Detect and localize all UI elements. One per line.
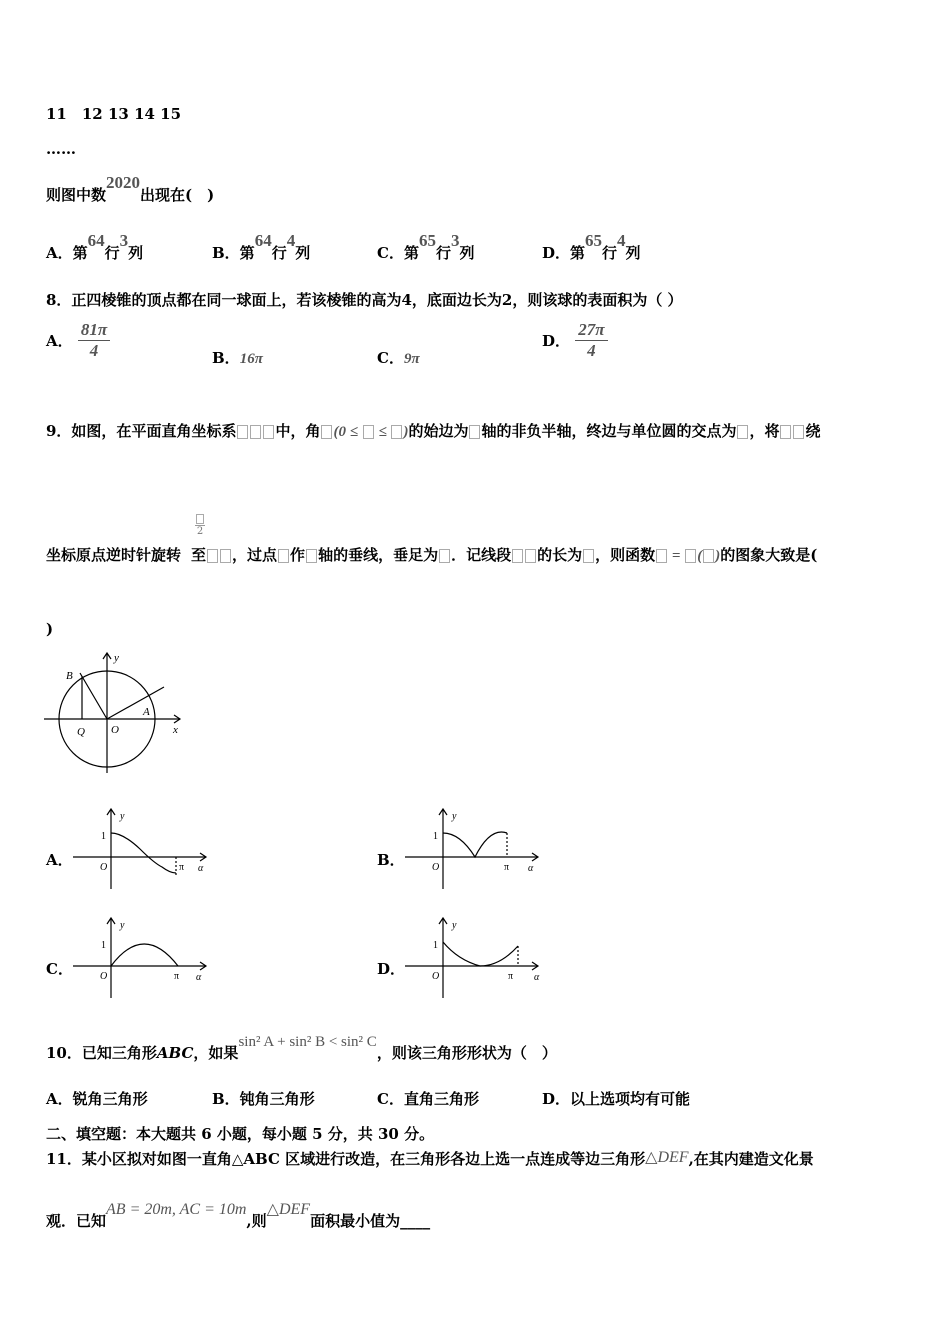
q7-stem-text: 则图中数 [46,186,107,204]
option-label: D． [542,332,571,350]
number-row-15: 11 12 13 14 15 [46,105,182,123]
q11-text: 11．某小区拟对如图一直角△ABC 区域进行改造，在三角形各边上选一点连成等边三角形 [46,1150,646,1168]
q11-line-1 [46,1148,814,1169]
label-pi: π [174,971,180,982]
q8-stem: 8．正四棱锥的顶点都在同一球面上，若该棱锥的高为4，底面边长为2，则该球的表面积为（ ） [46,291,683,309]
q9-text: 中，角 [275,422,321,440]
ellipsis: …… [46,140,76,158]
label-b: B [66,670,73,682]
fraction [575,320,607,361]
q10-stem [46,1034,557,1063]
label-o: O [432,971,440,982]
label-q: Q [77,726,85,738]
q8-option-d[interactable] [542,320,608,361]
option-label: A． [46,332,73,350]
q9-angle-range: (0 ≤ [333,424,362,440]
q7-number: 2020 [106,173,141,192]
option-end: 列 [459,244,475,262]
triangle-name: ABC [156,1044,194,1062]
q9-text: 9．如图，在平面直角坐标系 [46,422,237,440]
option-mid: 行 [104,244,120,262]
q9-text: 轴的非负半轴，终边与单位圆的交点为 [481,422,737,440]
option-label: B． [212,349,240,367]
q9-text: 轴的垂线，垂足为 [318,546,439,564]
q10-text: ，如果 [193,1044,239,1062]
q10-option-b[interactable]: B．钝角三角形 [212,1090,315,1108]
option-value: 9π [403,351,420,367]
label-alpha: α [198,863,204,874]
label-o: O [111,724,119,736]
option-col: 3 [450,231,460,250]
label-one: 1 [433,940,438,951]
fraction-numerator: 27π [575,320,607,341]
curve [111,833,176,873]
fraction-denominator: 2 [196,526,204,537]
q7-option-d[interactable] [542,231,641,263]
label-one: 1 [101,940,106,951]
option-row: 65 [418,231,436,250]
label-o: O [100,971,108,982]
q8-option-c[interactable] [377,347,420,368]
label-pi: π [508,971,514,982]
label-alpha: α [534,972,540,983]
q9-text: ，则函数 [595,546,656,564]
fraction-denominator: 4 [587,341,596,360]
q9-text: 绕 [805,422,821,440]
q10-formula: sin² A + sin² B < sin² C [238,1034,377,1050]
option-col: 3 [119,231,129,250]
q9-equals: = [668,548,685,564]
q9-text: 的始边为 [408,422,469,440]
label-y: y [120,920,125,931]
option-end: 列 [128,244,144,262]
label-x: x [173,724,178,736]
q11-text: ,在其内建造文化景 [688,1150,814,1168]
option-row: 65 [585,231,603,250]
option-value: 16π [239,351,263,367]
q11-text: ,则 [246,1212,267,1230]
option-label: C．第 [377,244,419,262]
q9-text: ．记线段 [451,546,512,564]
fraction-numerator: 81π [78,320,110,341]
q11-text: 观．已知 [46,1212,107,1230]
curve [443,942,518,966]
q9-text: ，过点 [232,546,278,564]
label-a: A [143,706,150,718]
q9-option-b-label[interactable]: B． [377,851,405,869]
unit-circle-figure [40,645,190,775]
label-alpha: α [196,972,202,983]
option-mid: 行 [435,244,451,262]
triangle-def: △DEF [266,1201,311,1218]
option-label: B．第 [212,244,255,262]
label-one: 1 [433,831,438,842]
rotation-fraction [195,513,205,538]
q7-stem [46,173,215,205]
q9-le: ≤ [374,424,391,440]
q11-text: 面积最小值为____ [310,1212,431,1230]
option-col: 4 [286,231,296,250]
q9-line-3: ) [46,620,54,638]
q10-option-c[interactable]: C．直角三角形 [377,1090,479,1108]
option-row: 64 [87,231,105,250]
terminal-side-oa [107,687,164,719]
label-pi: π [179,862,185,873]
option-label: A．第 [46,244,88,262]
q9-option-a-graph[interactable] [68,805,218,890]
q9-option-b-graph[interactable] [400,805,550,890]
option-row: 64 [254,231,272,250]
fraction-denominator: 4 [89,341,99,360]
triangle-def: △DEF [645,1149,689,1166]
label-o: O [100,862,108,873]
option-label: D．第 [542,244,586,262]
q10-option-d[interactable]: D．以上选项均有可能 [542,1090,691,1108]
q9-text: 的长为 [537,546,583,564]
fraction [78,320,110,361]
q9-option-d-label[interactable]: D． [377,960,406,978]
option-col: 4 [617,231,626,250]
curve [111,944,178,966]
label-pi: π [504,862,510,873]
q10-option-a[interactable]: A．锐角三角形 [46,1090,148,1108]
q8-option-a[interactable] [46,320,110,361]
q7-option-a[interactable] [46,231,144,263]
q9-text: 坐标原点逆时针旋转 [46,546,182,564]
option-end: 列 [625,244,641,262]
label-y: y [120,811,125,822]
q9-text: 作 [290,546,306,564]
label-y: y [452,811,457,822]
label-one: 1 [101,831,106,842]
q9-text: 的图象大致是( [720,546,818,564]
q9-option-c-graph[interactable] [68,912,218,1000]
q8-option-b[interactable] [212,347,263,368]
label-y: y [452,920,457,931]
curve [443,832,507,857]
q9-text: 至 [191,546,207,564]
q9-option-c-label[interactable]: C． [46,960,73,978]
q9-line-2: 坐标原点逆时针旋转 至 ，过点 作 轴的垂线，垂足为 ．记线段 的长为 ，则函数 = ( )的图象大致是( [46,546,818,564]
q9-option-a-label[interactable]: A． [46,851,73,869]
q10-text: 10．已知三角形 [46,1044,157,1062]
rotated-side-ob [80,673,107,719]
q9-line-1: 9．如图，在平面直角坐标系 中，角 (0 ≤ ≤ )的始边为 轴的非负半轴，终边与单位圆的交点为 ，将 绕 [46,422,821,440]
q10-text: ，则该三角形形状为（ ） [376,1044,557,1062]
q7-option-c[interactable] [377,231,475,263]
q11-line-2 [46,1201,431,1231]
option-mid: 行 [602,244,618,262]
option-mid: 行 [271,244,287,262]
label-y: y [114,652,119,664]
q9-text: ，将 [749,422,780,440]
section-heading: 二、填空题：本大题共 6 小题，每小题 5 分，共 30 分。 [46,1125,435,1143]
q7-option-b[interactable] [212,231,311,263]
label-o: O [432,862,440,873]
q7-stem-tail: 出现在( ) [140,186,215,204]
q9-option-d-graph[interactable] [400,912,550,1000]
option-label: C． [377,349,404,367]
label-alpha: α [528,863,534,874]
q11-given: AB = 20m, AC = 10m [106,1201,247,1218]
option-end: 列 [295,244,311,262]
